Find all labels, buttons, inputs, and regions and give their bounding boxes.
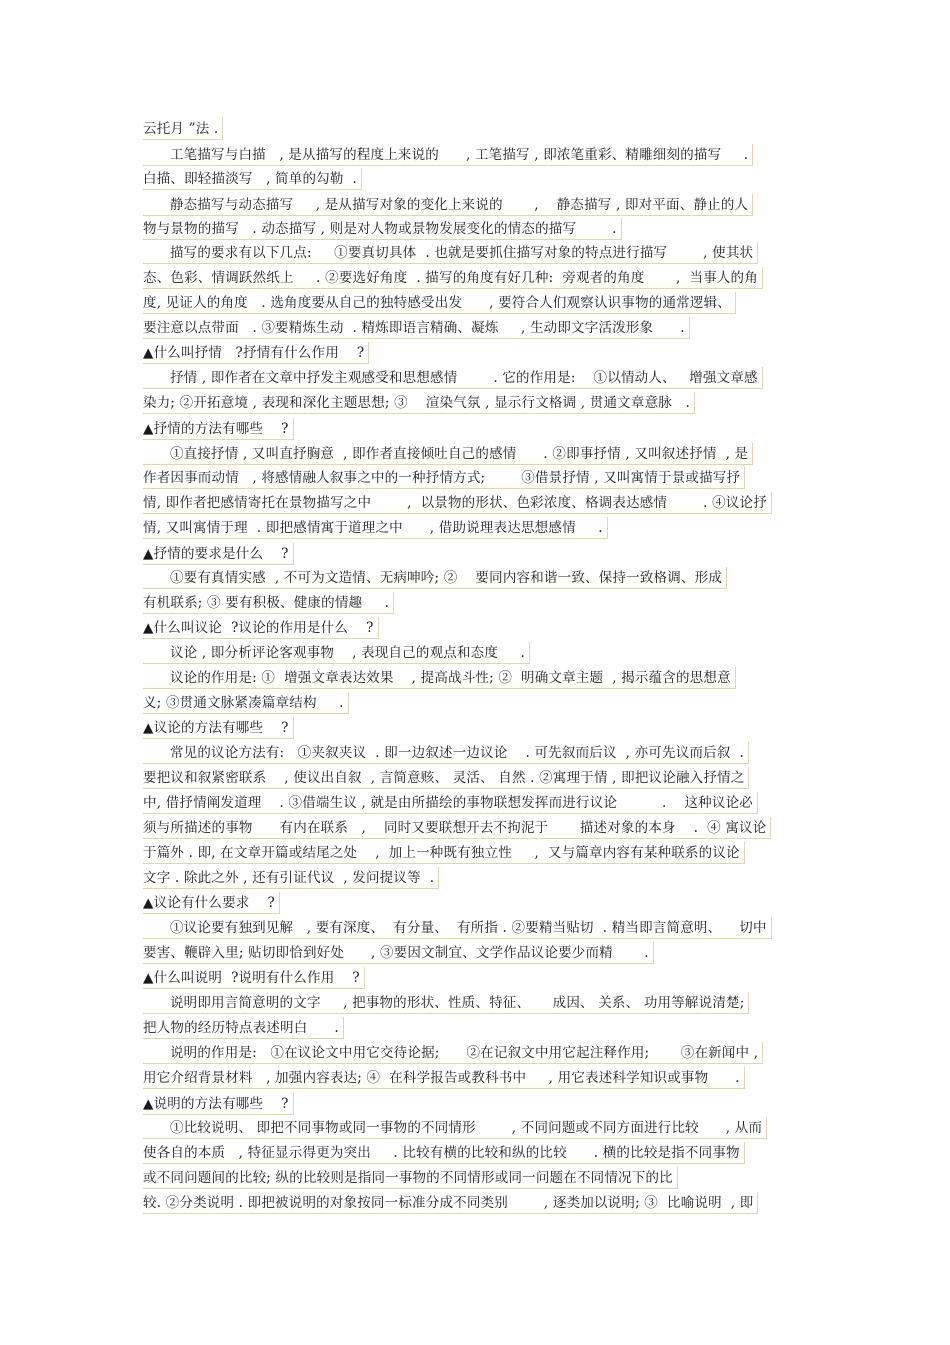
text-line: 议论 , 即分析评论客观事物 , 表现自己的观点和态度 .: [143, 642, 530, 664]
text-line: 有机联系; ③ 要有积极、健康的情趣 .: [143, 592, 394, 614]
text-line: 要注意以点带面 . ③要精炼生动 . 精炼即语言精确、凝炼 , 生动即文字活泼形象 .: [143, 317, 690, 339]
section-heading: ▲抒情的方法有哪些 ?: [143, 418, 294, 440]
text-line: 情, 又叫寓情于理 . 即把感情寓于道理之中 , 借助说理表达思想感情 .: [143, 517, 608, 539]
text-line: 度, 见证人的角度 . 选角度要从自己的独特感受出发 , 要符合人们观察认识事物的通常逻辑、: [143, 292, 736, 314]
text-line: 物与景物的描写 . 动态描写 , 则是对人物或景物发展变化的情态的描写 .: [143, 218, 622, 240]
text-line: ①比较说明、 即把不同事物或同一事物的不同情形 , 不同问题或不同方面进行比较 , 从而: [143, 1117, 767, 1139]
text-line: 或不同问题间的比较; 纵的比较则是指同一事物的不同情形或同一问题在不同情况下的比: [143, 1167, 678, 1189]
text-line: 议论的作用是: ① 增强文章表达效果 , 提高战斗性; ② 明确文章主题 , 揭示蕴含的思想意: [143, 667, 736, 689]
text-line: 描写的要求有以下几点: ①要真切具体 . 也就是要抓住描写对象的特点进行描写 , 使其状: [143, 242, 758, 264]
text-line: 使各自的本质 , 特征显示得更为突出 . 比较有横的比较和纵的比较 . 横的比较是指不同事物: [143, 1142, 745, 1164]
section-heading: ▲议论的方法有哪些 ?: [143, 717, 294, 739]
text-line: 须与所描述的事物 有内在联系 , 同时又要联想开去不拘泥于 描述对象的本身 . ④ 寓议论: [143, 817, 771, 839]
text-line: 情, 即作者把感情寄托在景物描写之中 , 以景物的形状、色彩浓度、格调表达感情 . ④议论抒: [143, 492, 772, 514]
section-heading: ▲说明的方法有哪些 ?: [143, 1093, 294, 1115]
text-line: 说明即用言简意明的文字 , 把事物的形状、性质、特征、 成因、 关系、 功用等解说清楚;: [143, 992, 749, 1014]
text-line: ①直接抒情 , 又叫直抒胸意 , 即作者直接倾吐自己的感情 . ②即事抒情 , 又叫叙述抒情 , 是: [143, 443, 753, 465]
text-line: 抒情 , 即作者在文章中抒发主观感受和思想感情 . 它的作用是: ①以情动人、 增强文章感: [143, 367, 763, 389]
text-line: 作者因事而动情 , 将感情融人叙事之中的一种抒情方式; ③借景抒情 , 又叫寓情于景或描写抒: [143, 467, 745, 489]
section-heading: ▲什么叫抒情 ?抒情有什么作用 ?: [143, 342, 369, 364]
section-heading: ▲什么叫说明 ?说明有什么作用 ?: [143, 967, 365, 989]
text-line: 染力; ②开拓意境 , 表现和深化主题思想; ③ 渲染气氛 , 显示行文格调 , 贯通文章意脉 .: [143, 392, 695, 414]
text-line: 文字 . 除此之外 , 还有引证代议 , 发问提议等 .: [143, 867, 439, 889]
text-line: 说明的作用是: ①在议论文中用它交待论据; ②在记叙文中用它起注释作用; ③在新闻中 ,: [143, 1042, 763, 1064]
text-line: 要害、鞭辟入里; 贴切即恰到好处 , ③要因文制宜、文学作品议论要少而精 .: [143, 942, 654, 964]
text-line: 工笔描写与白描 , 是从描写的程度上来说的 , 工笔描写 , 即浓笔重彩、精雕细刻的描写 .: [143, 144, 753, 166]
text-line: ①要有真情实感 , 不可为文造情、无病呻吟; ② 要同内容和谐一致、保持一致格调、形成: [143, 567, 727, 589]
text-line: 于篇外 . 即, 在文章开篇或结尾之处 , 加上一种既有独立性 , 又与篇章内容有某种联系的议论: [143, 842, 745, 864]
text-line: 中, 借抒情阐发道理 . ③借端生议 , 就是由所描绘的事物联想发挥而进行议论 . 这种议论必: [143, 792, 758, 814]
text-line: 静态描写与动态描写 , 是从描写对象的变化上来说的 , 静态描写 , 即对平面、静止的人: [143, 194, 753, 216]
text-line: 义; ③贯通文脉紧凑篇章结构 .: [143, 692, 349, 714]
text-line: 云托月 ”法 .: [143, 118, 223, 140]
section-heading: ▲什么叫议论 ?议论的作用是什么 ?: [143, 617, 379, 639]
text-line: 态、色彩、情调跃然纸上 . ②要选好角度 . 描写的角度有好几种: 旁观者的角度 , 当事人的角: [143, 267, 763, 289]
text-line: 白描、即轻描淡写 , 简单的勾勒 .: [143, 168, 362, 190]
text-line: 要把议和叙紧密联系 , 使议出自叙 , 言简意赅、 灵活、 自然 . ②寓理于情 , 即把议论融入抒情之: [143, 767, 749, 789]
text-line: ①议论要有独到见解 , 要有深度、 有分量、 有所指 . ②要精当贴切 . 精当即言简意明、 切中: [143, 917, 772, 939]
section-heading: ▲议论有什么要求 ?: [143, 892, 280, 914]
text-line: 较. ②分类说明 . 即把被说明的对象按同一标准分成不同类别 , 逐类加以说明; ③ 比喻说明 , 即: [143, 1192, 758, 1214]
section-heading: ▲抒情的要求是什么 ?: [143, 543, 294, 565]
text-line: 把人物的经历特点表述明白 .: [143, 1017, 344, 1039]
text-line: 用它介绍背景材料 , 加强内容表达; ④ 在科学报告或教科书中 , 用它表述科学知识或事物 .: [143, 1067, 745, 1089]
text-line: 常见的议论方法有: ①夹叙夹议 . 即一边叙述一边议论 . 可先叙而后议 , 亦可先议而后叙 .: [143, 742, 749, 764]
